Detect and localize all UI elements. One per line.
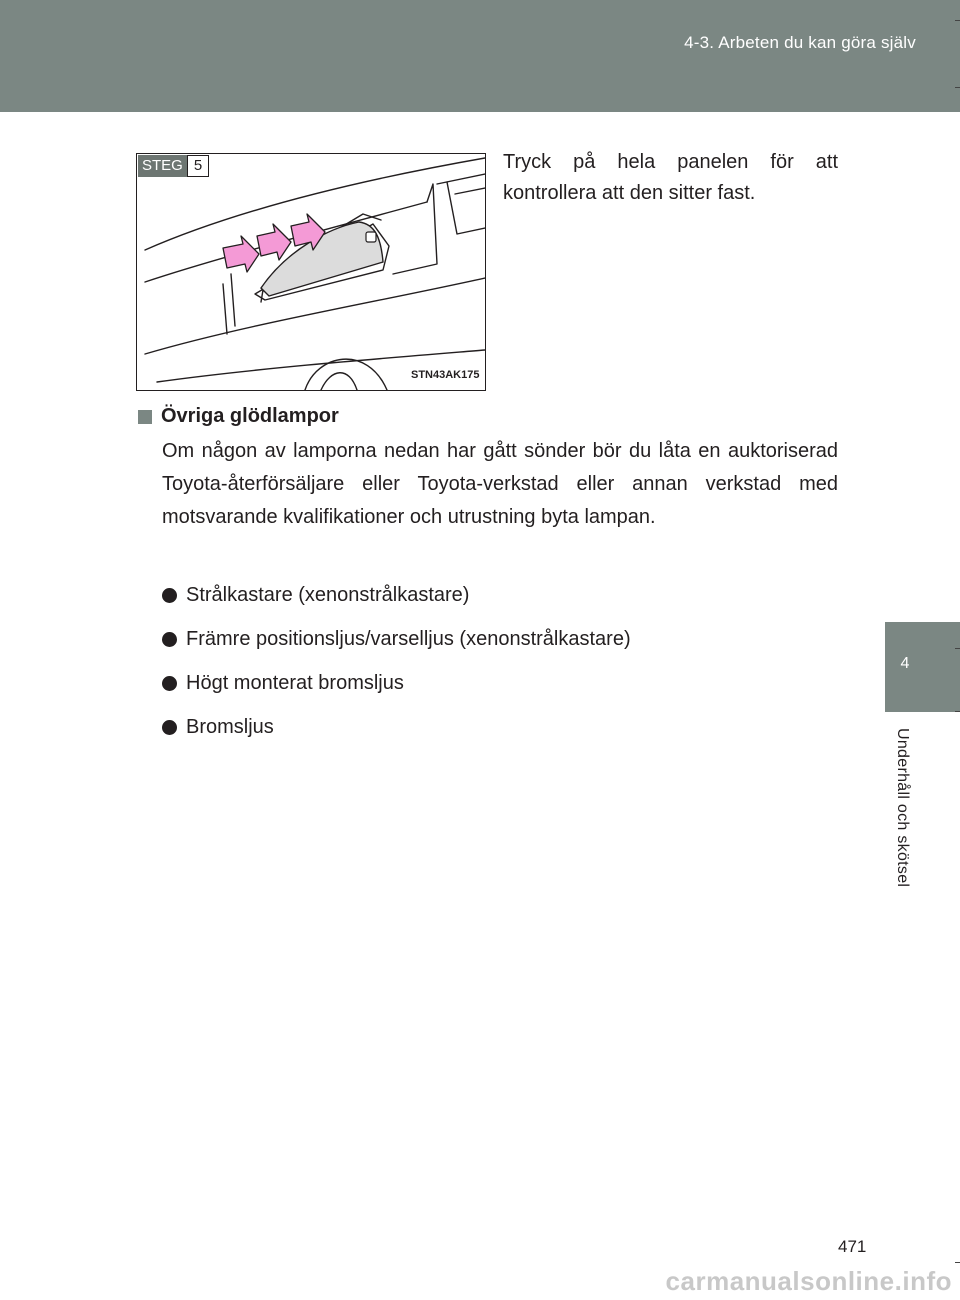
section-body: Om någon av lamporna nedan har gått sönder bör du låta en auktoriserad Toyota-återförsäljare eller Toyota-verkstad eller annan verkstad med motsvarande kvalifikationer och utrustning byta lampan. xyxy=(162,440,838,528)
list-item-text: Högt monterat bromsljus xyxy=(186,671,404,694)
bullet-dot-icon xyxy=(162,720,177,735)
bullet-dot-icon xyxy=(162,632,177,647)
watermark: carmanualsonline.info xyxy=(665,1266,952,1296)
step-label: STEG xyxy=(138,155,187,177)
crop-mark xyxy=(955,1262,960,1263)
crop-mark xyxy=(955,20,960,21)
header-band xyxy=(0,0,960,112)
page-number: 471 xyxy=(838,1237,867,1256)
list-item xyxy=(162,617,631,661)
step-badge xyxy=(138,155,209,177)
crop-mark xyxy=(955,87,960,88)
lamp-list xyxy=(162,573,631,749)
list-item xyxy=(162,573,631,617)
bullet-dot-icon xyxy=(162,588,177,603)
list-item-text: Bromsljus xyxy=(186,715,274,738)
lamp-panel-illustration xyxy=(136,153,486,391)
step-number: 5 xyxy=(187,155,209,177)
list-item-text: Strålkastare (xenonstrålkastare) xyxy=(186,583,470,606)
square-bullet-icon xyxy=(138,410,152,424)
step-instruction: Tryck på hela panelen för att kontrollera att den sitter fast. xyxy=(503,151,838,204)
section-title: 4-3. Arbeten du kan göra själv xyxy=(684,33,916,52)
figure-code: STN43AK175 xyxy=(411,369,480,381)
crop-mark xyxy=(955,711,960,712)
chapter-number: 4 xyxy=(900,655,910,672)
chapter-label: Underhåll och skötsel xyxy=(894,728,911,888)
list-item xyxy=(162,705,631,749)
crop-mark xyxy=(955,648,960,649)
list-item-text: Främre positionsljus/varselljus (xenonstrålkastare) xyxy=(186,627,631,650)
list-item xyxy=(162,661,631,705)
bullet-dot-icon xyxy=(162,676,177,691)
section-heading-text: Övriga glödlampor xyxy=(161,405,339,427)
section-heading xyxy=(138,405,339,428)
